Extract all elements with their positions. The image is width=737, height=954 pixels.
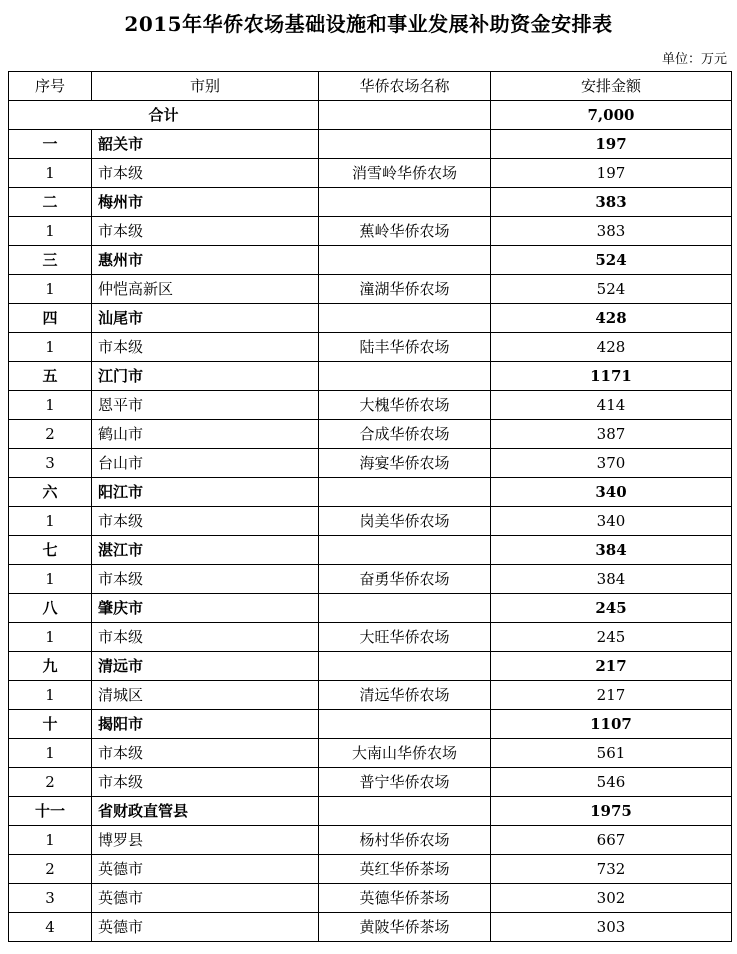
table-row [9, 391, 732, 420]
row-farm [319, 130, 491, 159]
page-title: 2015年华侨农场基础设施和事业发展补助资金安排表 [124, 12, 613, 36]
row-amount: 524 [491, 246, 732, 275]
row-amount: 370 [491, 449, 732, 478]
row-city: 省财政直管县 [92, 797, 319, 826]
row-farm: 英德华侨茶场 [319, 884, 491, 913]
row-no: 1 [9, 333, 92, 362]
row-farm: 黄陂华侨茶场 [319, 913, 491, 942]
row-city: 市本级 [92, 565, 319, 594]
row-amount: 217 [491, 681, 732, 710]
table-row [9, 913, 732, 942]
table-row [9, 623, 732, 652]
row-no: 四 [9, 304, 92, 333]
row-no: 二 [9, 188, 92, 217]
table-header-row [9, 72, 732, 101]
group-row [9, 188, 732, 217]
row-farm [319, 797, 491, 826]
group-row [9, 594, 732, 623]
row-no: 2 [9, 420, 92, 449]
row-city: 清远市 [92, 652, 319, 681]
row-no: 1 [9, 391, 92, 420]
row-no: 3 [9, 884, 92, 913]
header-farm: 华侨农场名称 [319, 72, 491, 101]
row-no: 4 [9, 913, 92, 942]
row-city: 台山市 [92, 449, 319, 478]
row-amount: 245 [491, 623, 732, 652]
row-amount: 387 [491, 420, 732, 449]
row-city: 韶关市 [92, 130, 319, 159]
group-row [9, 362, 732, 391]
row-amount: 197 [491, 130, 732, 159]
row-no: 1 [9, 159, 92, 188]
row-city: 市本级 [92, 333, 319, 362]
row-no: 1 [9, 623, 92, 652]
row-no: 1 [9, 826, 92, 855]
header-amount: 安排金额 [491, 72, 732, 101]
row-city: 仲恺高新区 [92, 275, 319, 304]
row-farm: 英红华侨茶场 [319, 855, 491, 884]
table-row [9, 855, 732, 884]
table-row [9, 739, 732, 768]
row-city: 湛江市 [92, 536, 319, 565]
row-farm: 清远华侨农场 [319, 681, 491, 710]
row-amount: 732 [491, 855, 732, 884]
total-label: 合计 [9, 101, 319, 130]
table-row [9, 507, 732, 536]
row-farm: 普宁华侨农场 [319, 768, 491, 797]
total-row [9, 101, 732, 130]
row-farm: 奋勇华侨农场 [319, 565, 491, 594]
row-city: 博罗县 [92, 826, 319, 855]
row-no: 1 [9, 217, 92, 246]
row-amount: 245 [491, 594, 732, 623]
row-city: 市本级 [92, 507, 319, 536]
row-amount: 383 [491, 217, 732, 246]
row-city: 市本级 [92, 217, 319, 246]
row-no: 1 [9, 565, 92, 594]
row-farm: 岗美华侨农场 [319, 507, 491, 536]
row-no: 1 [9, 739, 92, 768]
group-row [9, 652, 732, 681]
row-no: 十一 [9, 797, 92, 826]
row-no: 一 [9, 130, 92, 159]
row-city: 英德市 [92, 913, 319, 942]
table-row [9, 565, 732, 594]
table-row [9, 217, 732, 246]
total-amount: 7,000 [491, 101, 732, 130]
table-row [9, 768, 732, 797]
group-row [9, 797, 732, 826]
row-city: 英德市 [92, 884, 319, 913]
row-no: 1 [9, 681, 92, 710]
row-city: 梅州市 [92, 188, 319, 217]
row-city: 鹤山市 [92, 420, 319, 449]
group-row [9, 478, 732, 507]
row-amount: 414 [491, 391, 732, 420]
row-amount: 546 [491, 768, 732, 797]
unit-label: 单位：万元 [661, 52, 727, 67]
row-farm: 合成华侨农场 [319, 420, 491, 449]
group-row [9, 536, 732, 565]
row-farm [319, 246, 491, 275]
row-amount: 303 [491, 913, 732, 942]
row-no: 九 [9, 652, 92, 681]
row-farm: 潼湖华侨农场 [319, 275, 491, 304]
row-no: 六 [9, 478, 92, 507]
table-row [9, 826, 732, 855]
row-farm [319, 304, 491, 333]
row-city: 阳江市 [92, 478, 319, 507]
row-amount: 524 [491, 275, 732, 304]
row-farm: 大槐华侨农场 [319, 391, 491, 420]
row-farm: 大旺华侨农场 [319, 623, 491, 652]
row-farm: 消雪岭华侨农场 [319, 159, 491, 188]
row-no: 八 [9, 594, 92, 623]
row-city: 英德市 [92, 855, 319, 884]
row-amount: 197 [491, 159, 732, 188]
table-row [9, 681, 732, 710]
row-amount: 383 [491, 188, 732, 217]
table-row [9, 159, 732, 188]
group-row [9, 710, 732, 739]
table-row [9, 333, 732, 362]
table-row [9, 884, 732, 913]
row-city: 清城区 [92, 681, 319, 710]
header-city: 市别 [92, 72, 319, 101]
group-row [9, 130, 732, 159]
row-farm [319, 188, 491, 217]
row-amount: 340 [491, 507, 732, 536]
header-no: 序号 [9, 72, 92, 101]
row-amount: 302 [491, 884, 732, 913]
row-city: 江门市 [92, 362, 319, 391]
row-no: 1 [9, 275, 92, 304]
row-amount: 217 [491, 652, 732, 681]
row-no: 1 [9, 507, 92, 536]
allocation-table [8, 71, 732, 942]
row-amount: 1975 [491, 797, 732, 826]
row-no: 2 [9, 768, 92, 797]
group-row [9, 246, 732, 275]
row-farm: 陆丰华侨农场 [319, 333, 491, 362]
row-no: 七 [9, 536, 92, 565]
row-amount: 384 [491, 565, 732, 594]
row-farm [319, 594, 491, 623]
row-city: 市本级 [92, 739, 319, 768]
row-farm: 蕉岭华侨农场 [319, 217, 491, 246]
row-amount: 561 [491, 739, 732, 768]
row-farm [319, 478, 491, 507]
row-city: 揭阳市 [92, 710, 319, 739]
row-amount: 340 [491, 478, 732, 507]
row-amount: 428 [491, 304, 732, 333]
row-no: 三 [9, 246, 92, 275]
row-farm: 大南山华侨农场 [319, 739, 491, 768]
row-farm: 杨村华侨农场 [319, 826, 491, 855]
row-no: 2 [9, 855, 92, 884]
row-city: 市本级 [92, 768, 319, 797]
total-farm-cell [319, 101, 491, 130]
group-row [9, 304, 732, 333]
row-farm [319, 362, 491, 391]
table-row [9, 449, 732, 478]
row-city: 市本级 [92, 159, 319, 188]
row-farm: 海宴华侨农场 [319, 449, 491, 478]
table-row [9, 275, 732, 304]
row-amount: 1107 [491, 710, 732, 739]
row-farm [319, 710, 491, 739]
row-city: 汕尾市 [92, 304, 319, 333]
row-city: 惠州市 [92, 246, 319, 275]
row-farm [319, 652, 491, 681]
row-no: 五 [9, 362, 92, 391]
row-city: 肇庆市 [92, 594, 319, 623]
row-no: 3 [9, 449, 92, 478]
row-no: 十 [9, 710, 92, 739]
row-city: 市本级 [92, 623, 319, 652]
table-row [9, 420, 732, 449]
row-city: 恩平市 [92, 391, 319, 420]
row-farm [319, 536, 491, 565]
row-amount: 384 [491, 536, 732, 565]
row-amount: 428 [491, 333, 732, 362]
row-amount: 1171 [491, 362, 732, 391]
row-amount: 667 [491, 826, 732, 855]
